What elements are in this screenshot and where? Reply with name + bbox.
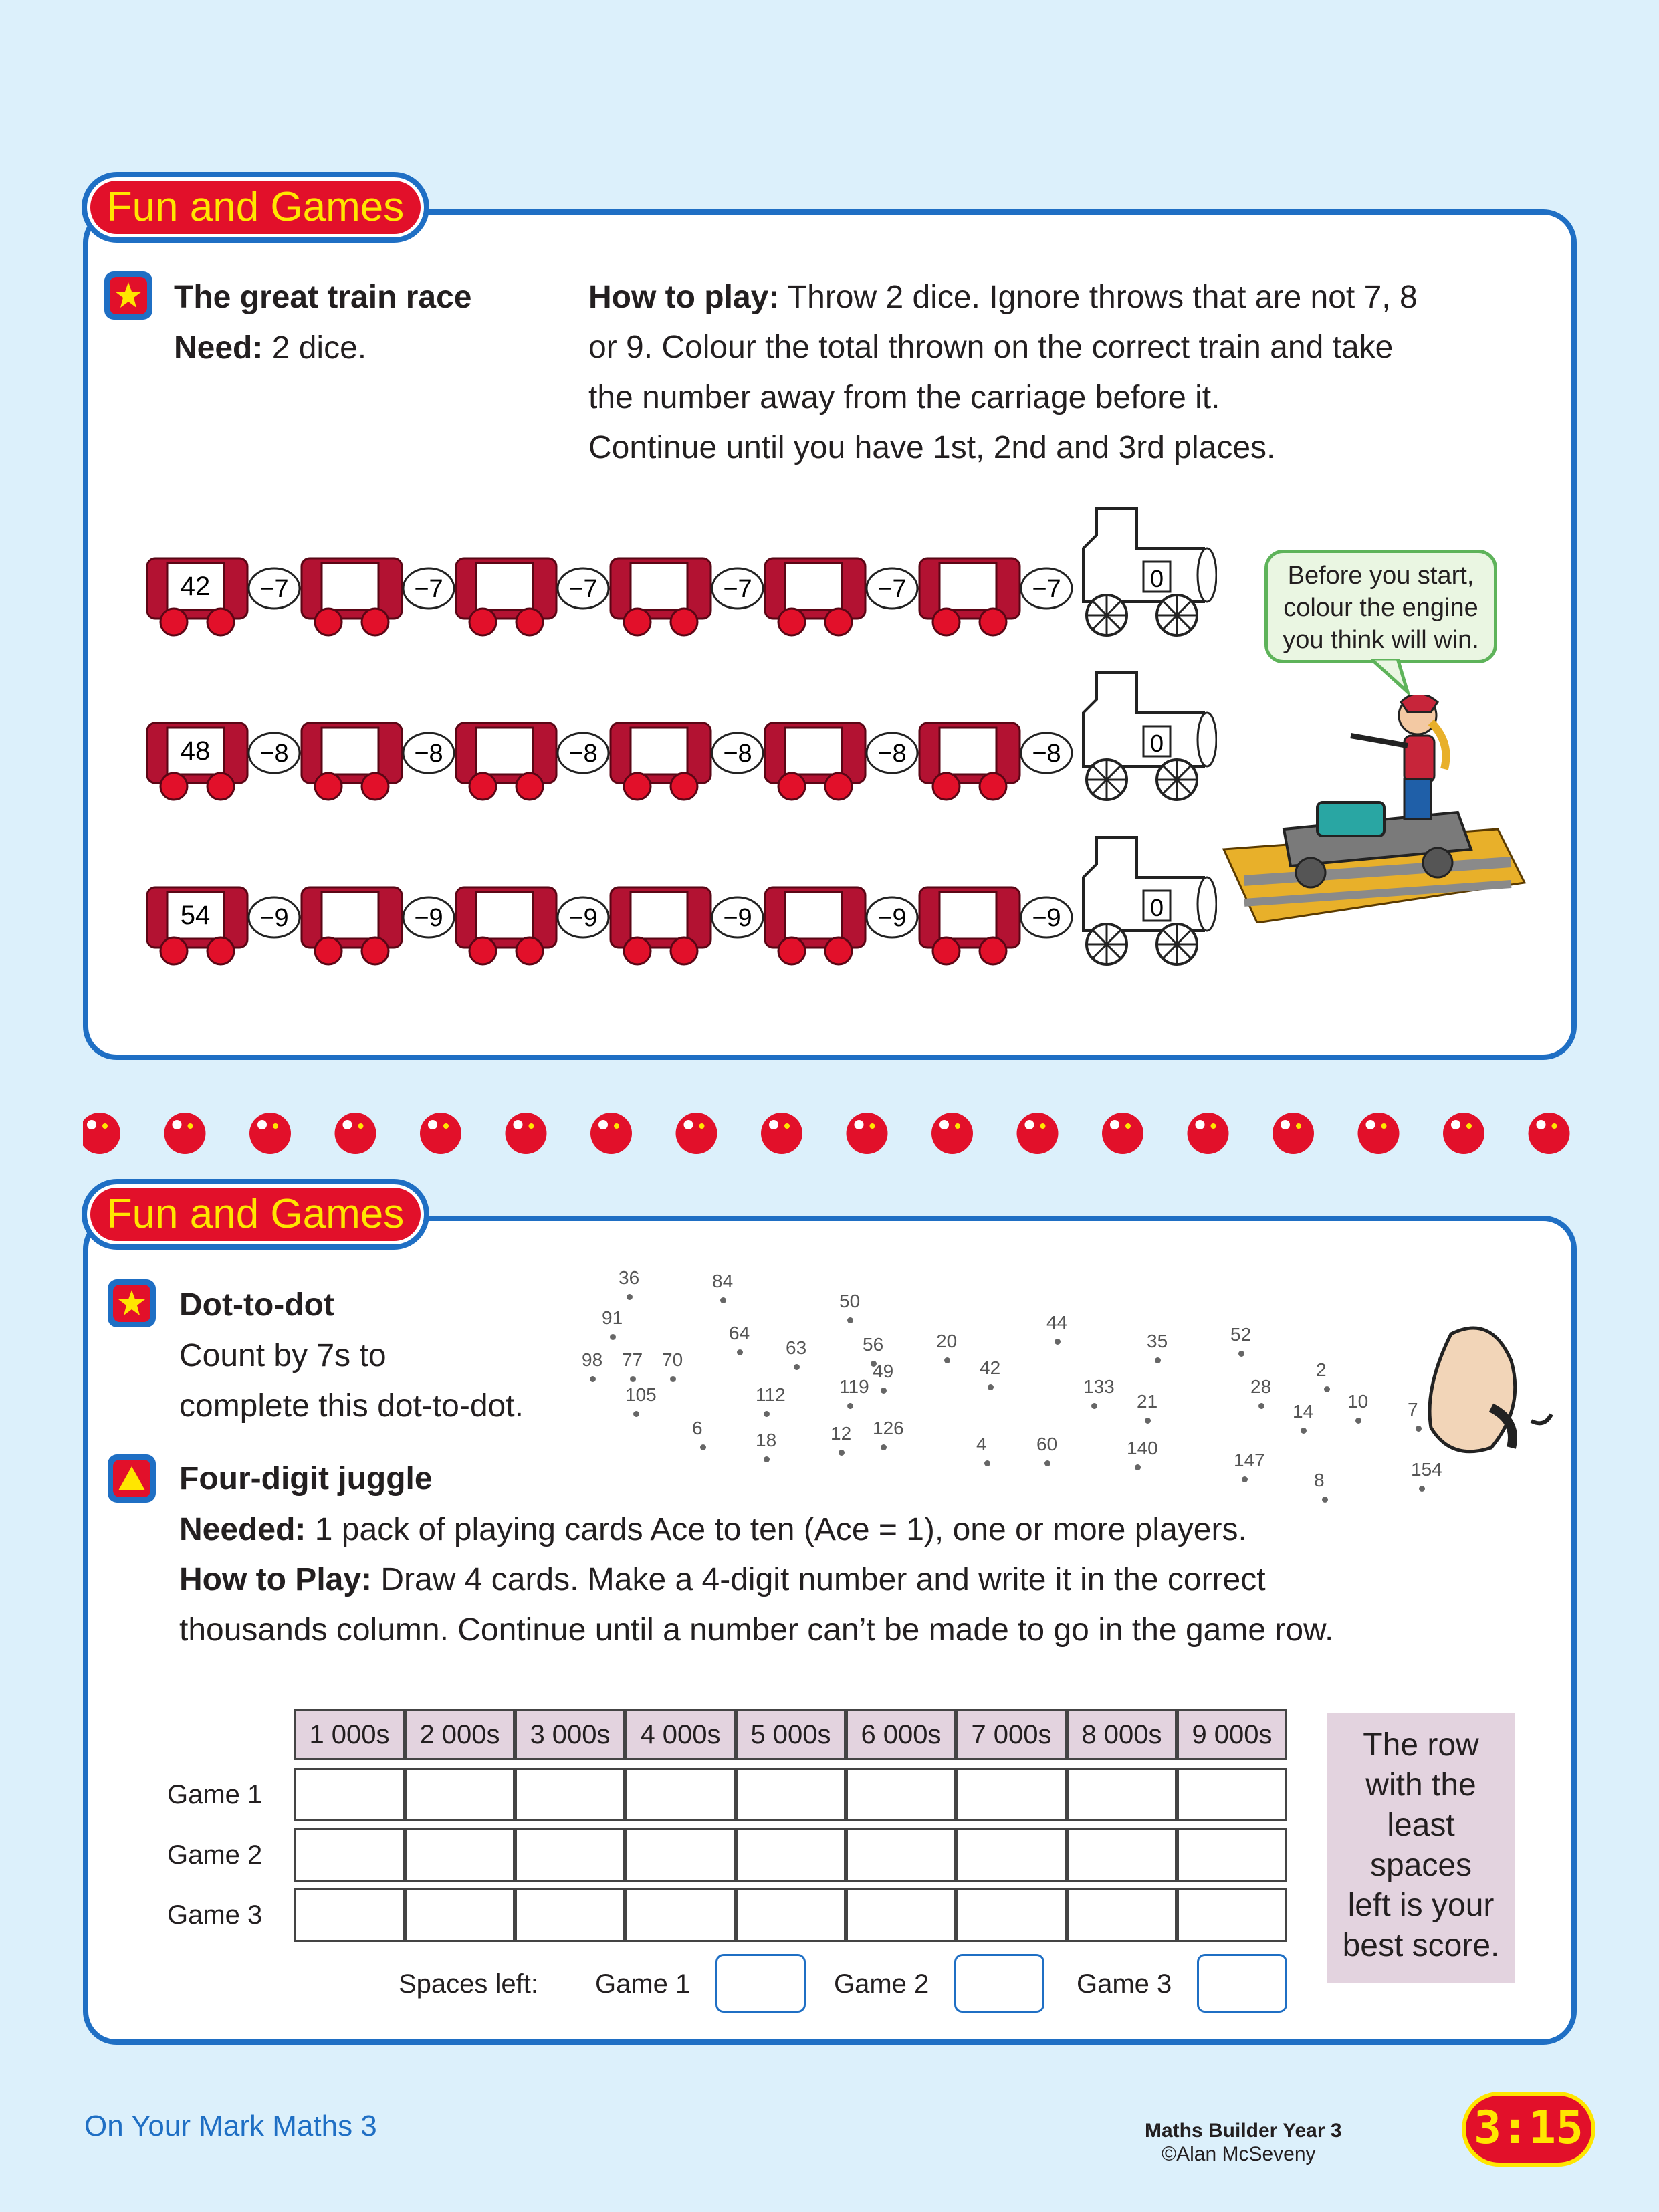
train-3 xyxy=(147,837,1216,964)
train-tracks-area xyxy=(134,495,1217,976)
carriage[interactable] xyxy=(765,887,865,964)
carriage[interactable] xyxy=(456,887,556,964)
svg-text:−7: −7 xyxy=(259,575,289,603)
svg-text:−8: −8 xyxy=(1032,740,1061,768)
game-cell[interactable] xyxy=(625,1768,736,1821)
game-cell[interactable] xyxy=(294,1888,405,1942)
train-race-title: The great train race xyxy=(174,280,472,315)
game-row-label: Game 3 xyxy=(167,1900,263,1930)
dot-point[interactable] xyxy=(1355,1418,1361,1424)
dot-point[interactable] xyxy=(1419,1486,1425,1492)
subtract-oval xyxy=(712,733,763,773)
dot-point[interactable] xyxy=(794,1364,800,1370)
best-score-note xyxy=(1327,1713,1515,1983)
decorative-dot-icon xyxy=(1529,1113,1570,1154)
subtract-oval xyxy=(867,733,917,773)
dot-number-label: 10 xyxy=(1347,1391,1369,1412)
subtract-oval xyxy=(712,897,763,937)
note-line-5: left is your xyxy=(1347,1888,1495,1923)
dot-point[interactable] xyxy=(700,1444,706,1450)
howto-line-1: How to play: Throw 2 dice. Ignore throws that are not 7, 8 xyxy=(588,280,1418,315)
decorative-dot-icon xyxy=(83,1113,120,1154)
dot-point[interactable] xyxy=(988,1384,994,1390)
dot-number-label: 70 xyxy=(662,1349,683,1370)
dot-number-label: 52 xyxy=(1230,1324,1252,1345)
svg-text:0: 0 xyxy=(1149,565,1164,592)
dot-number-label: 28 xyxy=(1250,1376,1272,1397)
game-cell[interactable] xyxy=(956,1888,1067,1942)
dot-number-label: 8 xyxy=(1314,1470,1325,1490)
dot-number-label: 126 xyxy=(873,1418,904,1438)
dot-number-label: 4 xyxy=(976,1434,987,1454)
game-cell[interactable] xyxy=(625,1888,736,1942)
section1-tab xyxy=(82,172,429,243)
dot-number-label: 18 xyxy=(756,1430,777,1450)
svg-text:−8: −8 xyxy=(414,740,443,768)
howto-line-4: Continue until you have 1st, 2nd and 3rd places. xyxy=(588,430,1276,465)
subtract-oval xyxy=(249,733,300,773)
subtract-oval xyxy=(867,568,917,609)
need-text: 2 dice. xyxy=(271,330,367,366)
dot-number-label: 49 xyxy=(873,1361,894,1381)
carriage[interactable] xyxy=(765,723,865,800)
decorative-dot-icon xyxy=(1273,1113,1314,1154)
dot-point[interactable] xyxy=(764,1456,770,1462)
dot-point[interactable] xyxy=(610,1334,616,1340)
dot-point[interactable] xyxy=(1258,1403,1264,1409)
train-race-need xyxy=(174,323,366,373)
game-cell[interactable] xyxy=(846,1828,956,1882)
start-number: 48 xyxy=(180,736,211,766)
svg-text:−7: −7 xyxy=(1032,575,1061,603)
column-header: 2 000s xyxy=(405,1709,515,1760)
svg-text:−9: −9 xyxy=(414,904,443,932)
carriage[interactable] xyxy=(456,558,556,635)
dot-point[interactable] xyxy=(630,1376,636,1382)
dot-point[interactable] xyxy=(1238,1351,1244,1357)
game-cell[interactable] xyxy=(1177,1828,1287,1882)
subtract-oval xyxy=(249,897,300,937)
spaces-left-game-label: Game 1 xyxy=(595,1969,691,1999)
dot-point[interactable] xyxy=(944,1357,950,1363)
start-number: 42 xyxy=(180,572,211,601)
footer-series-title: On Your Mark Maths 3 xyxy=(84,2110,377,2142)
needed-label: Needed: xyxy=(179,1512,306,1547)
decorative-dot-icon xyxy=(1017,1113,1059,1154)
decorative-dot-icon xyxy=(761,1113,802,1154)
dot-point[interactable] xyxy=(839,1450,845,1456)
subtract-oval xyxy=(558,733,609,773)
subtract-oval xyxy=(1021,733,1072,773)
carriage[interactable] xyxy=(147,887,247,964)
speech-bubble xyxy=(1264,550,1497,663)
carriage[interactable] xyxy=(611,558,711,635)
column-header: 9 000s xyxy=(1177,1709,1287,1760)
carriage[interactable] xyxy=(302,558,402,635)
game-cell[interactable] xyxy=(405,1828,515,1882)
column-header: 3 000s xyxy=(515,1709,625,1760)
decorative-dot-divider xyxy=(83,1110,1577,1157)
carriage[interactable] xyxy=(611,723,711,800)
subtract-oval xyxy=(712,568,763,609)
spaces-left-box[interactable] xyxy=(954,1954,1044,2013)
spaces-left-game-label: Game 2 xyxy=(834,1969,929,1999)
game-cell[interactable] xyxy=(294,1828,405,1882)
dot-number-label: 63 xyxy=(786,1337,807,1358)
column-header: 8 000s xyxy=(1067,1709,1177,1760)
triangle-badge-icon xyxy=(108,1454,156,1503)
page-number: 3:15 xyxy=(1474,2102,1583,2154)
game-cell[interactable] xyxy=(515,1768,625,1821)
footer-copyright: ©Alan McSeveny xyxy=(1162,2143,1316,2165)
decorative-dot-icon xyxy=(420,1113,461,1154)
svg-text:−9: −9 xyxy=(259,904,289,932)
juggle-title: Four-digit juggle xyxy=(179,1461,433,1497)
game-cell[interactable] xyxy=(1067,1828,1177,1882)
dot-to-dot-puzzle xyxy=(535,1250,1442,1518)
star-badge-icon xyxy=(104,271,152,320)
game-cell[interactable] xyxy=(515,1888,625,1942)
dot-number-label: 50 xyxy=(839,1291,861,1311)
dot-number-label: 112 xyxy=(756,1384,786,1405)
svg-text:−7: −7 xyxy=(723,575,752,603)
dot-number-label: 12 xyxy=(831,1423,852,1444)
game-cell[interactable] xyxy=(1067,1888,1177,1942)
juggle-needed xyxy=(179,1505,1557,1555)
section2-tab-title: Fun and Games xyxy=(87,1184,424,1244)
dot-number-label: 64 xyxy=(729,1323,750,1343)
carriage[interactable] xyxy=(919,558,1020,635)
need-label: Need: xyxy=(174,330,263,366)
dot-point[interactable] xyxy=(1301,1428,1307,1434)
juggle-howto-line-1: How to Play: Draw 4 cards. Make a 4-digit number and write it in the correct xyxy=(179,1562,1266,1597)
game-cell[interactable] xyxy=(956,1828,1067,1882)
decorative-dot-icon xyxy=(931,1113,973,1154)
dot-point[interactable] xyxy=(847,1317,853,1323)
dot-number-label: 14 xyxy=(1293,1401,1314,1422)
game-cell[interactable] xyxy=(405,1768,515,1821)
dot-line-2: complete this dot-to-dot. xyxy=(179,1388,524,1424)
game-cell[interactable] xyxy=(1177,1888,1287,1942)
engine[interactable] xyxy=(1083,837,1216,964)
game-cell[interactable] xyxy=(515,1828,625,1882)
decorative-dot-icon xyxy=(1443,1113,1484,1154)
svg-text:−8: −8 xyxy=(877,740,907,768)
carriage[interactable] xyxy=(765,558,865,635)
dot-number-label: 60 xyxy=(1036,1434,1058,1454)
decorative-dot-icon xyxy=(164,1113,206,1154)
carriage[interactable] xyxy=(456,723,556,800)
dot-number-label: 77 xyxy=(622,1349,643,1370)
carriage[interactable] xyxy=(147,723,247,800)
spaces-left-box[interactable] xyxy=(715,1954,806,2013)
game-cell[interactable] xyxy=(736,1768,846,1821)
note-line-3: least xyxy=(1387,1807,1455,1843)
dot-point[interactable] xyxy=(984,1460,990,1466)
dot-number-label: 119 xyxy=(839,1376,869,1397)
game-row-label: Game 1 xyxy=(167,1780,263,1809)
note-line-1: The row xyxy=(1363,1727,1479,1763)
subtract-oval xyxy=(403,897,454,937)
juggle-howto xyxy=(179,1555,1570,1655)
game-cell[interactable] xyxy=(846,1888,956,1942)
engine[interactable] xyxy=(1083,508,1216,635)
carriage[interactable] xyxy=(302,723,402,800)
rail-cart-girl-illustration xyxy=(1217,695,1531,923)
carriage[interactable] xyxy=(919,887,1020,964)
dot-number-label: 105 xyxy=(625,1384,657,1405)
carriage[interactable] xyxy=(302,887,402,964)
howto-line-3: the number away from the carriage before it. xyxy=(588,380,1220,415)
svg-text:−8: −8 xyxy=(259,740,289,768)
dot-number-label: 44 xyxy=(1046,1312,1068,1333)
svg-text:−9: −9 xyxy=(723,904,752,932)
game-cell[interactable] xyxy=(405,1888,515,1942)
dot-point[interactable] xyxy=(590,1376,596,1382)
section2-tab xyxy=(82,1179,429,1250)
dot-number-label: 133 xyxy=(1083,1376,1115,1397)
dot-number-label: 84 xyxy=(712,1270,734,1291)
thousands-table xyxy=(160,1709,1297,2017)
spaces-left-box[interactable] xyxy=(1197,1954,1287,2013)
dot-point[interactable] xyxy=(737,1349,743,1355)
dot-point[interactable] xyxy=(1242,1476,1248,1482)
note-line-4: spaces xyxy=(1369,1848,1472,1883)
svg-text:−9: −9 xyxy=(1032,904,1061,932)
dot-point[interactable] xyxy=(881,1444,887,1450)
dot-point[interactable] xyxy=(670,1376,676,1382)
column-header: 1 000s xyxy=(294,1709,405,1760)
dot-point[interactable] xyxy=(627,1294,633,1300)
dot-point[interactable] xyxy=(847,1403,853,1409)
dot-point[interactable] xyxy=(1091,1403,1097,1409)
game-cell[interactable] xyxy=(625,1828,736,1882)
carriage[interactable] xyxy=(611,887,711,964)
spaces-left-game-label: Game 3 xyxy=(1077,1969,1172,1999)
dot-number-label: 91 xyxy=(602,1307,623,1328)
star-badge-icon-2 xyxy=(108,1279,156,1327)
decorative-dot-icon xyxy=(1358,1113,1400,1154)
dot-number-label: 98 xyxy=(582,1349,603,1370)
section1-tab-title: Fun and Games xyxy=(87,177,424,237)
dot-number-label: 42 xyxy=(980,1357,1001,1378)
dot-number-label: 140 xyxy=(1127,1438,1158,1458)
svg-text:−7: −7 xyxy=(568,575,598,603)
svg-text:−7: −7 xyxy=(414,575,443,603)
subtract-oval xyxy=(558,897,609,937)
dot-to-dot-animal-illustration xyxy=(1411,1321,1565,1468)
note-line-6: best score. xyxy=(1342,1928,1500,1963)
decorative-dot-icon xyxy=(847,1113,888,1154)
dot-number-label: 21 xyxy=(1137,1391,1158,1412)
dot-point[interactable] xyxy=(1155,1357,1161,1363)
decorative-dot-icon xyxy=(506,1113,547,1154)
engine[interactable] xyxy=(1083,673,1216,800)
subtract-oval xyxy=(403,733,454,773)
start-number: 54 xyxy=(180,901,211,930)
decorative-dot-icon xyxy=(1102,1113,1143,1154)
decorative-dot-icon xyxy=(249,1113,291,1154)
svg-text:−8: −8 xyxy=(723,740,752,768)
svg-text:−8: −8 xyxy=(568,740,598,768)
speech-line-3: you think will win. xyxy=(1283,626,1479,654)
subtract-oval xyxy=(558,568,609,609)
train-race-instructions xyxy=(588,272,1538,473)
dot-line-1: Count by 7s to xyxy=(179,1338,386,1373)
game-cell[interactable] xyxy=(1067,1768,1177,1821)
column-header: 6 000s xyxy=(846,1709,956,1760)
dot-point[interactable] xyxy=(1145,1418,1151,1424)
dot-number-label: 2 xyxy=(1316,1359,1327,1380)
dot-number-label: 7 xyxy=(1408,1399,1418,1420)
svg-text:−9: −9 xyxy=(877,904,907,932)
train-1 xyxy=(147,508,1216,635)
subtract-oval xyxy=(867,897,917,937)
page-number-badge xyxy=(1462,2092,1595,2167)
speech-line-2: colour the engine xyxy=(1283,594,1478,622)
footer-book-title: Maths Builder Year 3 xyxy=(1145,2120,1342,2142)
subtract-oval xyxy=(1021,568,1072,609)
dot-point[interactable] xyxy=(633,1411,639,1417)
dot-to-dot-instructions xyxy=(179,1331,524,1431)
subtract-oval xyxy=(403,568,454,609)
speech-bubble-tail xyxy=(1371,659,1411,699)
svg-text:−7: −7 xyxy=(877,575,907,603)
dot-point[interactable] xyxy=(1044,1460,1050,1466)
game-cell[interactable] xyxy=(736,1888,846,1942)
spaces-left-label: Spaces left: xyxy=(399,1969,539,1999)
game-cell[interactable] xyxy=(1177,1768,1287,1821)
dot-point[interactable] xyxy=(1324,1386,1330,1392)
carriage[interactable] xyxy=(147,558,247,635)
howto-line-2: or 9. Colour the total thrown on the correct train and take xyxy=(588,330,1394,365)
dot-number-label: 6 xyxy=(692,1418,703,1438)
speech-line-1: Before you start, xyxy=(1287,562,1474,590)
game-cell[interactable] xyxy=(736,1828,846,1882)
decorative-dot-icon xyxy=(1188,1113,1229,1154)
dot-point[interactable] xyxy=(881,1388,887,1394)
dot-point[interactable] xyxy=(1055,1339,1061,1345)
note-line-2: with the xyxy=(1365,1767,1476,1803)
dot-number-label: 20 xyxy=(936,1331,958,1351)
dot-number-label: 35 xyxy=(1147,1331,1168,1351)
column-header: 7 000s xyxy=(956,1709,1067,1760)
column-header: 5 000s xyxy=(736,1709,846,1760)
dot-number-label: 56 xyxy=(863,1334,884,1355)
dot-to-dot-title: Dot-to-dot xyxy=(179,1287,334,1323)
decorative-dot-icon xyxy=(590,1113,632,1154)
decorative-dot-icon xyxy=(335,1113,376,1154)
game-cell[interactable] xyxy=(846,1768,956,1821)
column-header: 4 000s xyxy=(625,1709,736,1760)
dot-number-label: 147 xyxy=(1234,1450,1265,1470)
game-cell[interactable] xyxy=(956,1768,1067,1821)
carriage[interactable] xyxy=(919,723,1020,800)
train-2 xyxy=(147,673,1216,800)
juggle-howto-line-2: thousands column. Continue until a number can’t be made to go in the game row. xyxy=(179,1612,1334,1648)
dot-point[interactable] xyxy=(720,1297,726,1303)
dot-point[interactable] xyxy=(1322,1497,1328,1503)
svg-text:0: 0 xyxy=(1149,730,1164,757)
dot-number-label: 154 xyxy=(1411,1459,1442,1480)
dot-number-label: 36 xyxy=(619,1267,640,1288)
decorative-dot-icon xyxy=(676,1113,717,1154)
game-row-label: Game 2 xyxy=(167,1840,263,1870)
dot-point[interactable] xyxy=(1135,1464,1141,1470)
needed-text: 1 pack of playing cards Ace to ten (Ace = 1), one or more players. xyxy=(314,1512,1247,1547)
subtract-oval xyxy=(249,568,300,609)
game-cell[interactable] xyxy=(294,1768,405,1821)
dot-point[interactable] xyxy=(764,1411,770,1417)
svg-text:−9: −9 xyxy=(568,904,598,932)
svg-text:0: 0 xyxy=(1149,894,1164,921)
subtract-oval xyxy=(1021,897,1072,937)
